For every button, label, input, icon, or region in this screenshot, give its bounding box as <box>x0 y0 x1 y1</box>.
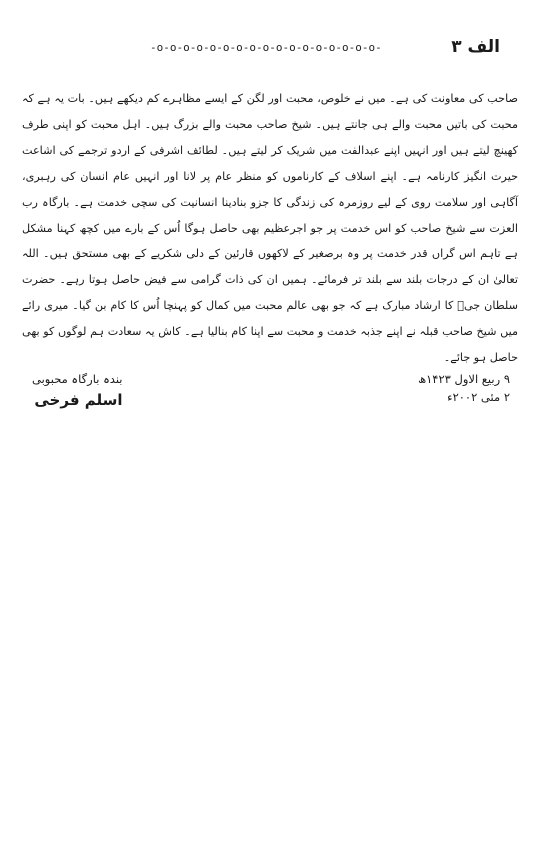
date-gregorian: ۲ مئی ۲۰۰۲ء <box>447 390 510 404</box>
header-ornament: -o-o-o-o-o-o-o-o-o-o-o-o-o-o-o-o-o- <box>150 40 382 54</box>
signature-title: بندہ بارگاہ محبوبی <box>32 372 123 386</box>
signature-name: اسلم فرخی <box>34 391 123 409</box>
date-hijri: ۹ ربیع الاول ۱۴۲۳ھ <box>418 372 510 386</box>
signature-block <box>32 370 123 412</box>
date-block <box>418 370 510 406</box>
page-number-label: الف ۳ <box>451 37 500 57</box>
page-header <box>150 34 500 60</box>
body-paragraph: صاحب کی معاونت کی ہے۔ میں نے خلوص، محبت اور لگن کے ایسے مظاہرے کم دیکھے ہیں۔ بات یہ ہے کہ محبت کی باتیں محبت والے ہی جانتے ہیں۔ شیخ صاحب محبت والے بزرگ ہیں۔ اہل محبت کو اپنی طرف کھینچ لیتے ہیں اور انہیں اپنے عبدالفت میں شریک کر لیتے ہیں۔ لطائف اشرفی کے اردو ترجمے کی اشاعت حیرت انگیز کارنامہ ہے۔ اپنے اسلاف کے کارناموں کو منظر عام پر لانا اور انہیں عام انسان کی رہبری، آگاہی اور سلامت روی کے لیے روزمرہ کی زندگی کا جزو بنادینا انسانیت کی سچی خدمت ہے۔ بارگاہ رب العزت سے شیخ صاحب کو اس خدمت پر جو اجرعظیم بھی حاصل ہوگا اُس کے بارے میں کچھ کہنا مشکل ہے تاہم اس گراں قدر خدمت پر وہ برصغیر کے لاکھوں قارئین کے دلی شکریے کے بھی مستحق ہیں۔ اللہ تعالیٰ ان کے درجات بلند سے بلند تر فرمائے۔ ہمیں ان کی ذات گرامی سے فیض حاصل ہوتا رہے۔ حضرت سلطان جیؒ کا ارشاد مبارک ہے کہ جو بھی عالم محبت میں کمال کو پہنچا اُس کا کام بن گیا۔ میری رائے میں شیخ صاحب قبلہ نے اپنے جذبہ خدمت و محبت سے اپنا کام بنالیا ہے۔ کاش یہ سعادت ہم لوگوں کو بھی حاصل ہو جائے۔ <box>22 92 518 365</box>
